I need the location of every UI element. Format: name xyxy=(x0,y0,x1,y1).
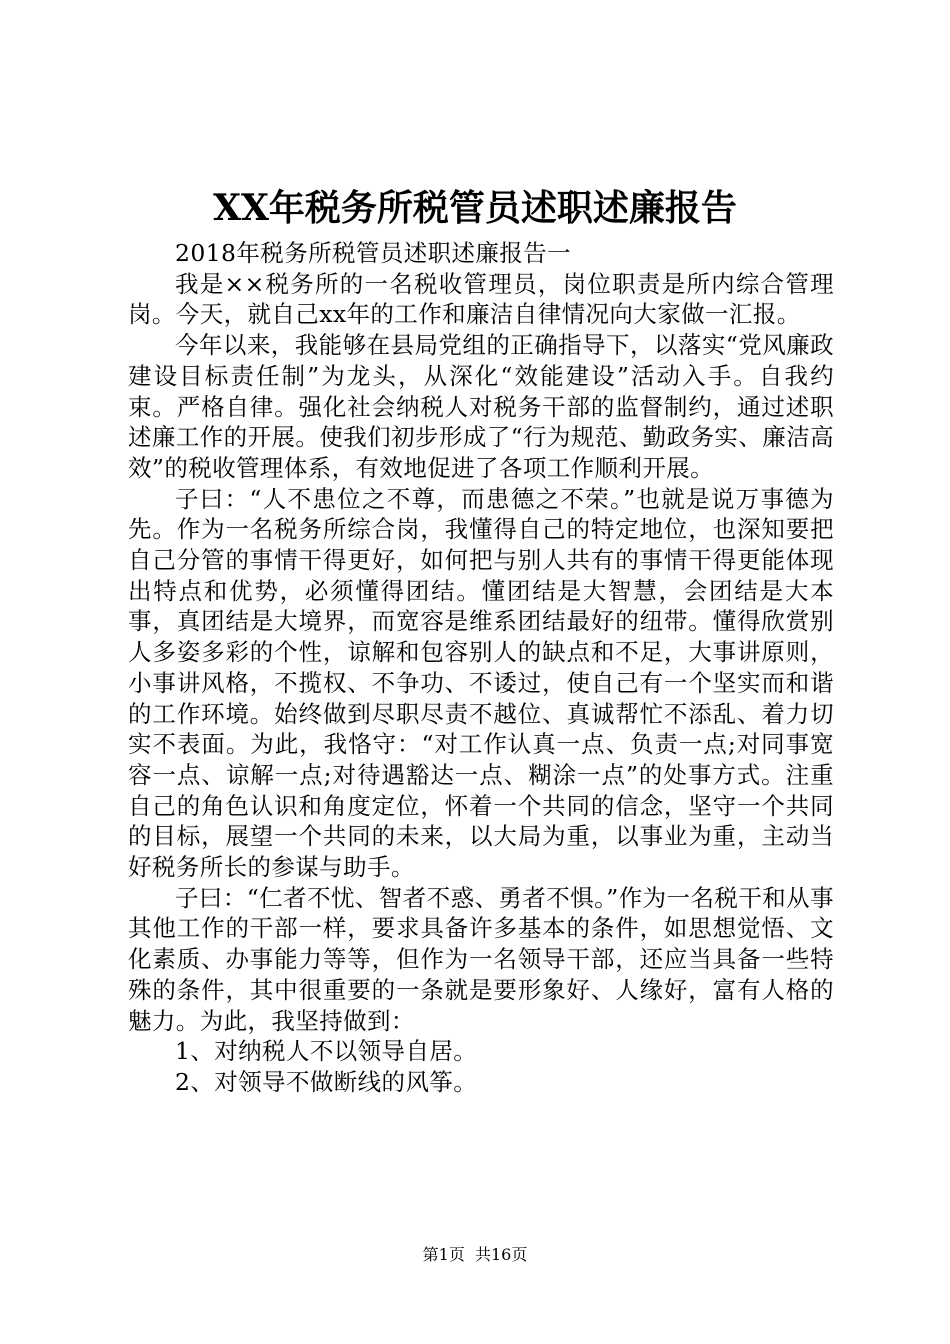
paragraph-virtue: 子曰：“人不患位之不尊，而患德之不荣。”也就是说万事德为先。作为一名税务所综合岗，我懂得自己的特定地位，也深知要把自己分管的事情干得更好，如何把与别人共有的事情干得更能体现出特点和优势，必须懂得团结。懂团结是大智慧，会团结是大本事，真团结是大境界，而宽容是维系团结最好的纽带。懂得欣赏别人多姿多彩的个性，谅解和包容别人的缺点和不足，大事讲原则，小事讲风格，不揽权、不争功、不诿过，使自己有一个坚实而和谐的工作环境。始终做到尽职尽责不越位、真诚帮忙不添乱、着力切实不表面。为此，我恪守：“对工作认真一点、负责一点;对同事宽容一点、谅解一点;对待遇豁达一点、糊涂一点”的处事方式。注重自己的角色认识和角度定位，怀着一个共同的信念，坚守一个共同的目标，展望一个共同的未来，以大局为重，以事业为重，主动当好税务所长的参谋与助手。 xyxy=(128,484,834,882)
list-item-2: 2、对领导不做断线的风筝。 xyxy=(175,1067,478,1096)
paragraph-character: 子曰：“仁者不忧、智者不惑、勇者不惧。”作为一名税干和从事其他工作的干部一样，要求具备许多基本的条件，如思想觉悟、文化素质、办事能力等等，但作为一名领导干部，还应当具备一些特殊的条件，其中很重要的一条就是要形象好、人缘好，富有人格的魅力。为此，我坚持做到： xyxy=(128,883,834,1035)
page-number: 第1页 共16页 xyxy=(422,1245,528,1264)
list-item-1: 1、对纳税人不以领导自居。 xyxy=(175,1037,478,1066)
page-footer xyxy=(0,1245,950,1265)
document-body xyxy=(128,238,834,1098)
paragraph-work-summary: 今年以来，我能够在县局党组的正确指导下，以落实“党风廉政建设目标责任制”为龙头，从深化“效能建设”活动入手。自我约束。严格自律。强化社会纳税人对税务干部的监督制约，通过述职述廉工作的开展。使我们初步形成了“行为规范、勤政务实、廉洁高效”的税收管理体系，有效地促进了各项工作顺利开展。 xyxy=(128,331,834,482)
paragraph-subtitle: 2018年税务所税管员述职述廉报告一 xyxy=(175,239,572,267)
paragraph-intro: 我是××税务所的一名税收管理员，岗位职责是所内综合管理岗。今天，就自己xx年的工作和廉洁自律情况向大家做一汇报。 xyxy=(128,269,834,329)
document-title: XX年税务所税管员述职述廉报告 xyxy=(213,187,737,229)
